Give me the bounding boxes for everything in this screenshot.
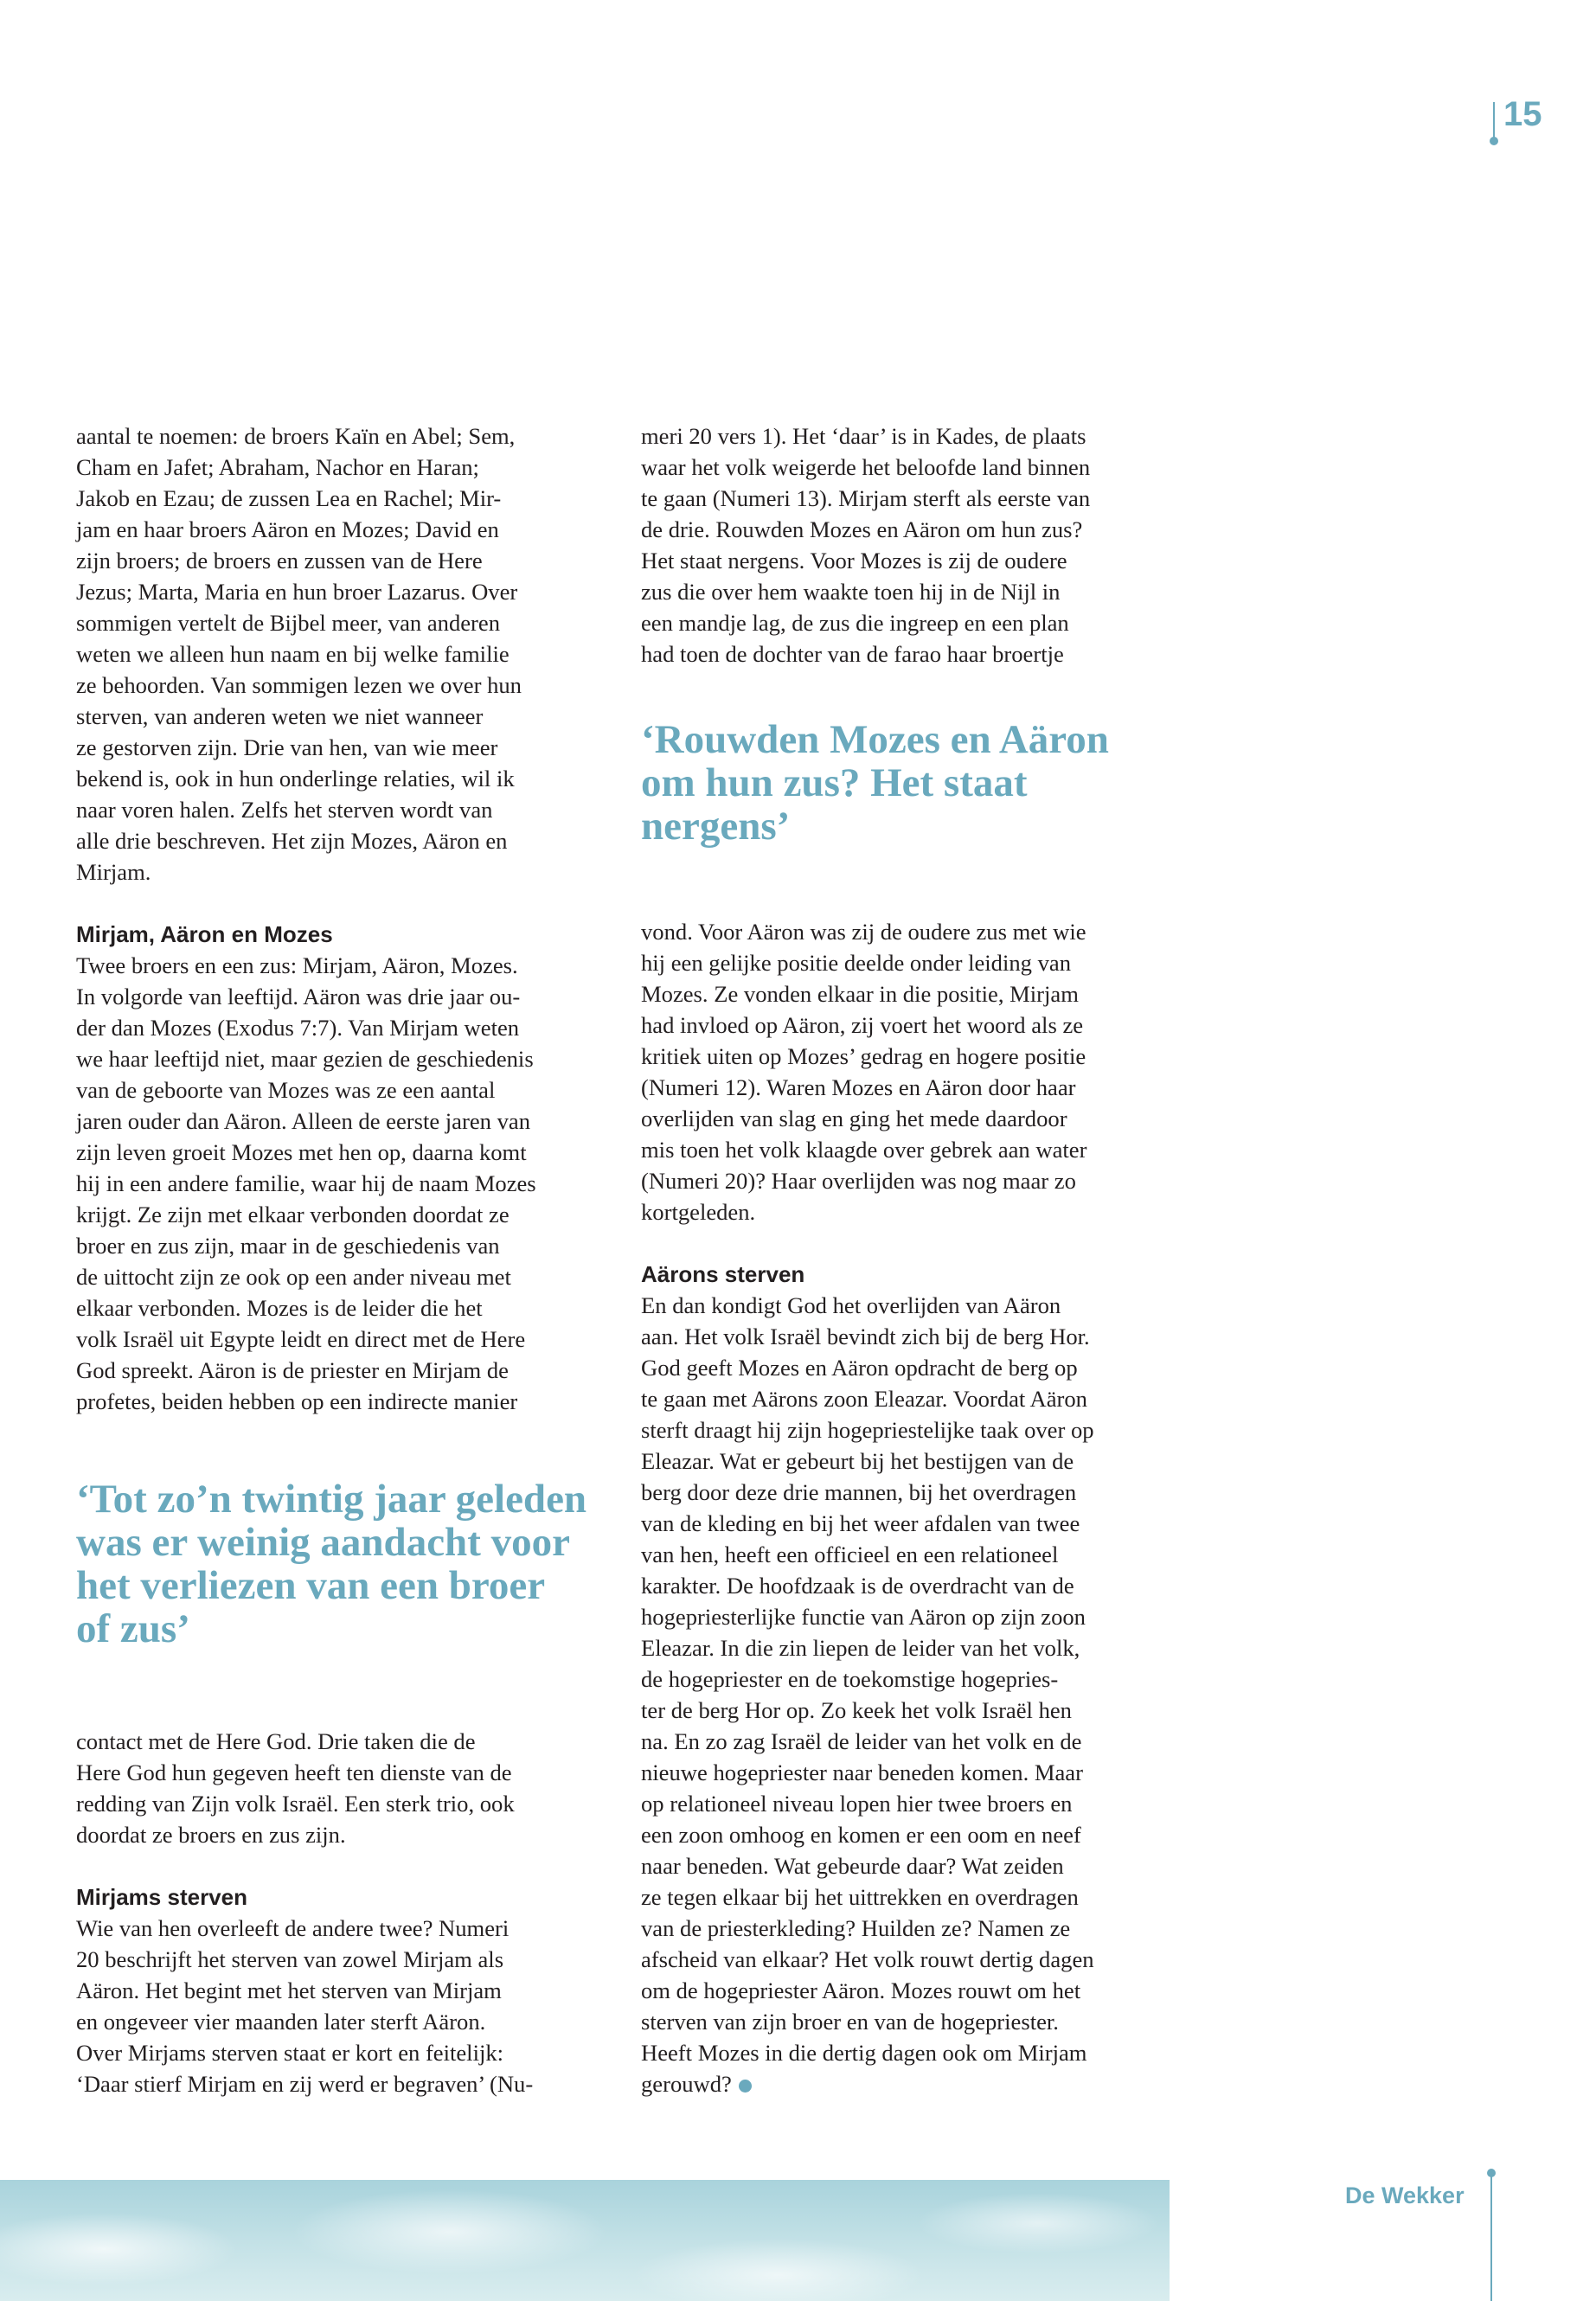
text-line: Mirjam. [76,859,151,885]
pull-quote-left [76,1477,630,1650]
text-line: ze behoorden. Van sommigen lezen we over hun [76,672,522,698]
text-line: naar voren halen. Zelfs het sterven wordt van [76,797,493,823]
text-line: een zoon omhoog en komen er een oom en neef [641,1822,1081,1848]
text-line: krijgt. Ze zijn met elkaar verbonden doordat ze [76,1202,510,1227]
text-line: van hen, heeft een officieel en een relationeel [641,1541,1059,1567]
text-line: ‘Daar stierf Mirjam en zij werd er begraven’ (Nu- [76,2071,534,2097]
text-line: Aäron. Het begint met het sterven van Mirjam [76,1977,502,2003]
text-line: (Numeri 12). Waren Mozes en Aäron door haar [641,1074,1076,1100]
text-line: had toen de dochter van de farao haar broertje [641,641,1064,667]
text-line: aan. Het volk Israël bevindt zich bij de berg Hor. [641,1324,1090,1349]
text-line: om de hogepriester Aäron. Mozes rouwt om het [641,1977,1081,2003]
quote-line: nergens’ [641,804,791,849]
text-line: redding van Zijn volk Israël. Een sterk trio, ook [76,1791,515,1817]
text-line: Jezus; Marta, Maria en hun broer Lazarus. Over [76,579,518,605]
quote-line: het verliezen van een broer [76,1563,546,1608]
text-line: van de geboorte van Mozes was ze een aantal [76,1077,496,1103]
text-line: Twee broers en een zus: Mirjam, Aäron, Mozes. [76,952,518,978]
text-line: sommigen vertelt de Bijbel meer, van anderen [76,610,501,636]
text-line: God spreekt. Aäron is de priester en Mirjam de [76,1357,509,1383]
text-line: ze tegen elkaar bij het uittrekken en overdragen [641,1884,1079,1910]
text-line: vond. Voor Aäron was zij de oudere zus met wie [641,919,1086,945]
text-line: Eleazar. Wat er gebeurt bij het bestijgen van de [641,1448,1074,1474]
text-line: naar beneden. Wat gebeurde daar? Wat zeiden [641,1853,1064,1879]
text-line: Over Mirjams sterven staat er kort en feitelijk: [76,2040,504,2066]
text-line: te gaan (Numeri 13). Mirjam sterft als eerste van [641,485,1091,511]
text-line: In volgorde van leeftijd. Aäron was drie jaar ou- [76,984,521,1009]
sky-banner [0,2180,1170,2301]
section-heading-mirjam-aaron-mozes: Mirjam, Aäron en Mozes [76,921,333,947]
end-of-article-dot-icon [739,2080,752,2093]
quote-line: om hun zus? Het staat [641,760,1028,805]
page-number: 15 [1503,95,1542,133]
text-line: alle drie beschreven. Het zijn Mozes, Aäron en [76,828,508,854]
text-line: afscheid van elkaar? Het volk rouwt dertig dagen [641,1946,1094,1972]
magazine-name: De Wekker [1345,2182,1465,2208]
left-column-top [76,420,604,1417]
left-column-bottom [76,1726,604,2099]
text-line: de drie. Rouwden Mozes en Aäron om hun zus? [641,516,1083,542]
text-line: nieuwe hogepriester naar beneden komen. Maar [641,1759,1083,1785]
page-number-dot [1490,137,1498,145]
page-number-rule [1493,102,1495,140]
text-line: overlijden van slag en ging het mede daardoor [641,1106,1067,1131]
text-line: doordat ze broers en zus zijn. [76,1822,346,1848]
text-line: mis toen het volk klaagde over gebrek aan water [641,1137,1087,1163]
text-line: En dan kondigt God het overlijden van Aäron [641,1292,1061,1318]
right-column-top [641,420,1169,670]
section-heading-aarons-sterven: Aärons sterven [641,1261,805,1287]
text-line: jam en haar broers Aäron en Mozes; David en [76,516,499,542]
text-line: zijn broers; de broers en zussen van de Here [76,548,483,574]
text-line: sterft draagt hij zijn hogepriestelijke taak over op [641,1417,1094,1443]
text-line: elkaar verbonden. Mozes is de leider die het [76,1295,483,1321]
text-line: hij een gelijke positie deelde onder leiding van [641,950,1071,976]
quote-line: of zus’ [76,1606,190,1651]
section-heading-mirjams-sterven: Mirjams sterven [76,1884,247,1910]
text-line: we haar leeftijd niet, maar gezien de geschiedenis [76,1046,534,1072]
text-line: een mandje lag, de zus die ingreep en een plan [641,610,1069,636]
text-line: berg door deze drie mannen, bij het overdragen [641,1479,1077,1505]
text-line: God geeft Mozes en Aäron opdracht de berg op [641,1355,1078,1381]
text-line: zus die over hem waakte toen hij in de Nijl in [641,579,1061,605]
text-line: zijn leven groeit Mozes met hen op, daarna komt [76,1139,527,1165]
text-line: Het staat nergens. Voor Mozes is zij de oudere [641,548,1067,574]
text-line: ze gestorven zijn. Drie van hen, van wie meer [76,734,498,760]
text-line: Here God hun gegeven heeft ten dienste van de [76,1759,512,1785]
text-line: meri 20 vers 1). Het ‘daar’ is in Kades, de plaats [641,423,1086,449]
text-line: ter de berg Hor op. Zo keek het volk Israël hen [641,1697,1072,1723]
text-line: van de priesterkleding? Huilden ze? Namen ze [641,1915,1071,1941]
text-line: op relationeel niveau lopen hier twee broers en [641,1791,1073,1817]
text-line: hij in een andere familie, waar hij de naam Mozes [76,1170,536,1196]
text-line: Eleazar. In die zin liepen de leider van het volk, [641,1635,1080,1661]
text-line: aantal te noemen: de broers Kaïn en Abel; Sem, [76,423,516,449]
text-line: Wie van hen overleeft de andere twee? Numeri [76,1915,510,1941]
text-line: had invloed op Aäron, zij voert het woord als ze [641,1012,1084,1038]
text-line: jaren ouder dan Aäron. Alleen de eerste jaren van [76,1108,530,1134]
text-line: contact met de Here God. Drie taken die de [76,1728,476,1754]
text-line: Mozes. Ze vonden elkaar in die positie, Mirjam [641,981,1079,1007]
text-line: Heeft Mozes in die dertig dagen ook om Mirjam [641,2040,1087,2066]
text-line: Jakob en Ezau; de zussen Lea en Rachel; Mir- [76,485,502,511]
text-line: kortgeleden. [641,1199,756,1225]
quote-line: ‘Tot zo’n twintig jaar geleden [76,1477,587,1522]
text-line: profetes, beiden hebben op een indirecte manier [76,1388,518,1414]
quote-line: ‘Rouwden Mozes en Aäron [641,717,1109,762]
text-line: de hogepriester en de toekomstige hogepries- [641,1666,1059,1692]
text-line: en ongeveer vier maanden later sterft Aäron. [76,2009,486,2035]
text-line: Cham en Jafet; Abraham, Nachor en Haran; [76,454,479,480]
footer-rule [1490,2173,1492,2301]
text-line: 20 beschrijft het sterven van zowel Mirjam als [76,1946,504,1972]
text-line: hogepriesterlijke functie van Aäron op zijn zoon [641,1604,1086,1630]
text-line [641,2068,1169,2099]
text-line: volk Israël uit Egypte leidt en direct met de Here [76,1326,526,1352]
text-line: van de kleding en bij het weer afdalen van twee [641,1510,1080,1536]
pull-quote-right [641,718,1195,848]
right-column-bottom [641,916,1169,2099]
text-line-final: gerouwd? [641,2071,732,2097]
text-line: karakter. De hoofdzaak is de overdracht van de [641,1573,1074,1599]
text-line: te gaan met Aärons zoon Eleazar. Voordat Aäron [641,1386,1087,1412]
text-line: sterven, van anderen weten we niet wanneer [76,703,484,729]
text-line: bekend is, ook in hun onderlinge relaties, wil ik [76,766,515,792]
text-line: der dan Mozes (Exodus 7:7). Van Mirjam weten [76,1015,520,1041]
text-line: de uittocht zijn ze ook op een ander niveau met [76,1264,511,1290]
text-line: kritiek uiten op Mozes’ gedrag en hogere positie [641,1043,1086,1069]
text-line: sterven van zijn broer en van de hogepriester. [641,2009,1059,2035]
text-line: (Numeri 20)? Haar overlijden was nog maar zo [641,1168,1076,1194]
footer-dot [1487,2169,1496,2177]
quote-line: was er weinig aandacht voor [76,1520,570,1565]
text-line: weten we alleen hun naam en bij welke familie [76,641,510,667]
text-line: na. En zo zag Israël de leider van het volk en de [641,1728,1082,1754]
text-line: waar het volk weigerde het beloofde land binnen [641,454,1091,480]
text-line: broer en zus zijn, maar in de geschiedenis van [76,1233,500,1259]
